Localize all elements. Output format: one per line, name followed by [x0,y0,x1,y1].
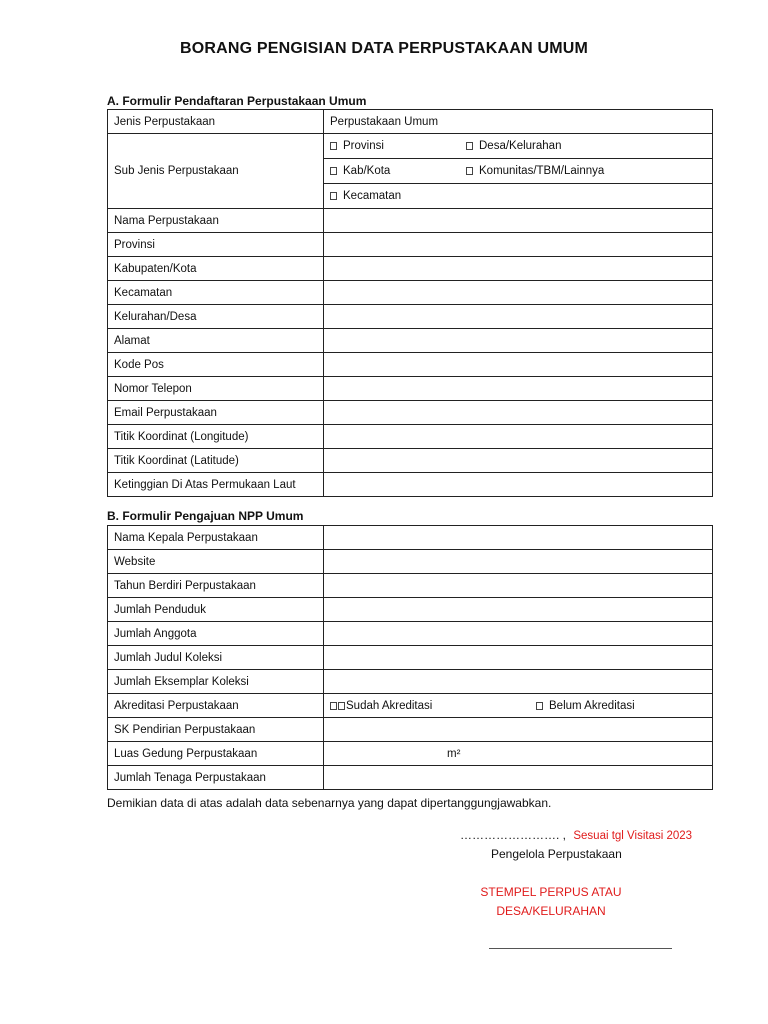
date-note: Sesuai tgl Visitasi 2023 [573,830,693,842]
checkbox-icon[interactable] [330,702,337,710]
input-cell[interactable] [324,401,713,425]
option-kecamatan[interactable]: Kecamatan [330,190,401,202]
declaration-text: Demikian data di atas adalah data sebenarnya yang dapat dipertanggungjawabkan. [107,796,552,810]
checkbox-icon[interactable] [338,702,345,710]
option-desa-kelurahan[interactable]: Desa/Kelurahan [466,140,561,152]
option-provinsi[interactable]: Provinsi [330,140,466,152]
table-row [108,353,713,377]
row-label: Kabupaten/Kota [108,257,324,281]
option-belum-akreditasi[interactable]: Belum Akreditasi [536,700,635,712]
input-cell[interactable] [324,425,713,449]
section-a-heading: A. Formulir Pendaftaran Perpustakaan Umum [107,94,367,108]
table-row [108,718,713,742]
row-label: Nomor Telepon [108,377,324,401]
checkbox-icon[interactable] [330,167,337,175]
row-label: Ketinggian Di Atas Permukaan Laut [108,473,324,497]
row-label: Provinsi [108,233,324,257]
table-row [108,329,713,353]
section-b-heading: B. Formulir Pengajuan NPP Umum [107,509,304,523]
option-kab-kota[interactable]: Kab/Kota [330,165,466,177]
akreditasi-options [324,694,713,718]
stamp-note-line1: STEMPEL PERPUS ATAU [480,885,622,899]
row-label: Nama Kepala Perpustakaan [108,526,324,550]
checkbox-icon[interactable] [330,142,337,150]
input-cell[interactable] [324,233,713,257]
row-label: Alamat [108,329,324,353]
row-label: Email Perpustakaan [108,401,324,425]
table-row [108,305,713,329]
signature-line [489,948,672,949]
option-sudah-akreditasi[interactable]: Sudah Akreditasi [330,700,536,712]
table-row [108,425,713,449]
input-cell[interactable] [324,766,713,790]
checkbox-icon[interactable] [536,702,543,710]
row-label: Titik Koordinat (Longitude) [108,425,324,449]
row-label: Titik Koordinat (Latitude) [108,449,324,473]
input-cell[interactable] [324,257,713,281]
sub-jenis-label: Sub Jenis Perpustakaan [108,134,324,209]
jenis-value: Perpustakaan Umum [324,110,713,134]
table-row [108,449,713,473]
unit-m2: m² [447,747,461,760]
table-row [108,401,713,425]
input-cell[interactable] [324,329,713,353]
row-label: Jumlah Judul Koleksi [108,646,324,670]
row-label: Nama Perpustakaan [108,209,324,233]
table-row [108,670,713,694]
jenis-label: Jenis Perpustakaan [108,110,324,134]
table-row [108,233,713,257]
row-label: Jumlah Eksemplar Koleksi [108,670,324,694]
form-a-table [107,109,713,497]
table-row [108,110,713,134]
table-row [108,473,713,497]
akreditasi-label: Akreditasi Perpustakaan [108,694,324,718]
checkbox-icon[interactable] [466,142,473,150]
input-cell[interactable] [324,646,713,670]
input-cell[interactable] [324,622,713,646]
table-row [108,526,713,550]
date-line [460,828,692,842]
table-row [108,646,713,670]
date-placeholder: ……………………. , [460,828,567,842]
row-label: Kecamatan [108,281,324,305]
luas-label: Luas Gedung Perpustakaan [108,742,324,766]
row-label: Website [108,550,324,574]
signatory-title: Pengelola Perpustakaan [491,847,622,861]
table-row [108,209,713,233]
tenaga-label: Jumlah Tenaga Perpustakaan [108,766,324,790]
input-cell[interactable] [324,670,713,694]
stamp-note [466,883,636,921]
checkbox-icon[interactable] [330,192,337,200]
input-cell[interactable] [324,598,713,622]
table-row [108,622,713,646]
sk-label: SK Pendirian Perpustakaan [108,718,324,742]
table-row [108,766,713,790]
row-label: Kode Pos [108,353,324,377]
input-cell[interactable] [324,473,713,497]
input-cell[interactable] [324,281,713,305]
stamp-note-line2: DESA/KELURAHAN [496,904,606,918]
row-label: Kelurahan/Desa [108,305,324,329]
table-row [108,694,713,718]
row-label: Jumlah Penduduk [108,598,324,622]
table-row [108,134,713,209]
input-cell[interactable] [324,353,713,377]
page-title: BORANG PENGISIAN DATA PERPUSTAKAAN UMUM [179,40,589,57]
form-b-table [107,525,713,790]
table-row [108,281,713,305]
table-row [108,574,713,598]
input-cell[interactable] [324,526,713,550]
luas-input-cell[interactable] [324,742,713,766]
input-cell[interactable] [324,209,713,233]
row-label: Tahun Berdiri Perpustakaan [108,574,324,598]
input-cell[interactable] [324,550,713,574]
table-row [108,377,713,401]
input-cell[interactable] [324,574,713,598]
input-cell[interactable] [324,718,713,742]
input-cell[interactable] [324,305,713,329]
table-row [108,742,713,766]
row-label: Jumlah Anggota [108,622,324,646]
sub-jenis-options [324,134,713,209]
table-row [108,550,713,574]
option-komunitas[interactable]: Komunitas/TBM/Lainnya [466,165,604,177]
input-cell[interactable] [324,449,713,473]
checkbox-icon[interactable] [466,167,473,175]
table-row [108,257,713,281]
input-cell[interactable] [324,377,713,401]
table-row [108,598,713,622]
